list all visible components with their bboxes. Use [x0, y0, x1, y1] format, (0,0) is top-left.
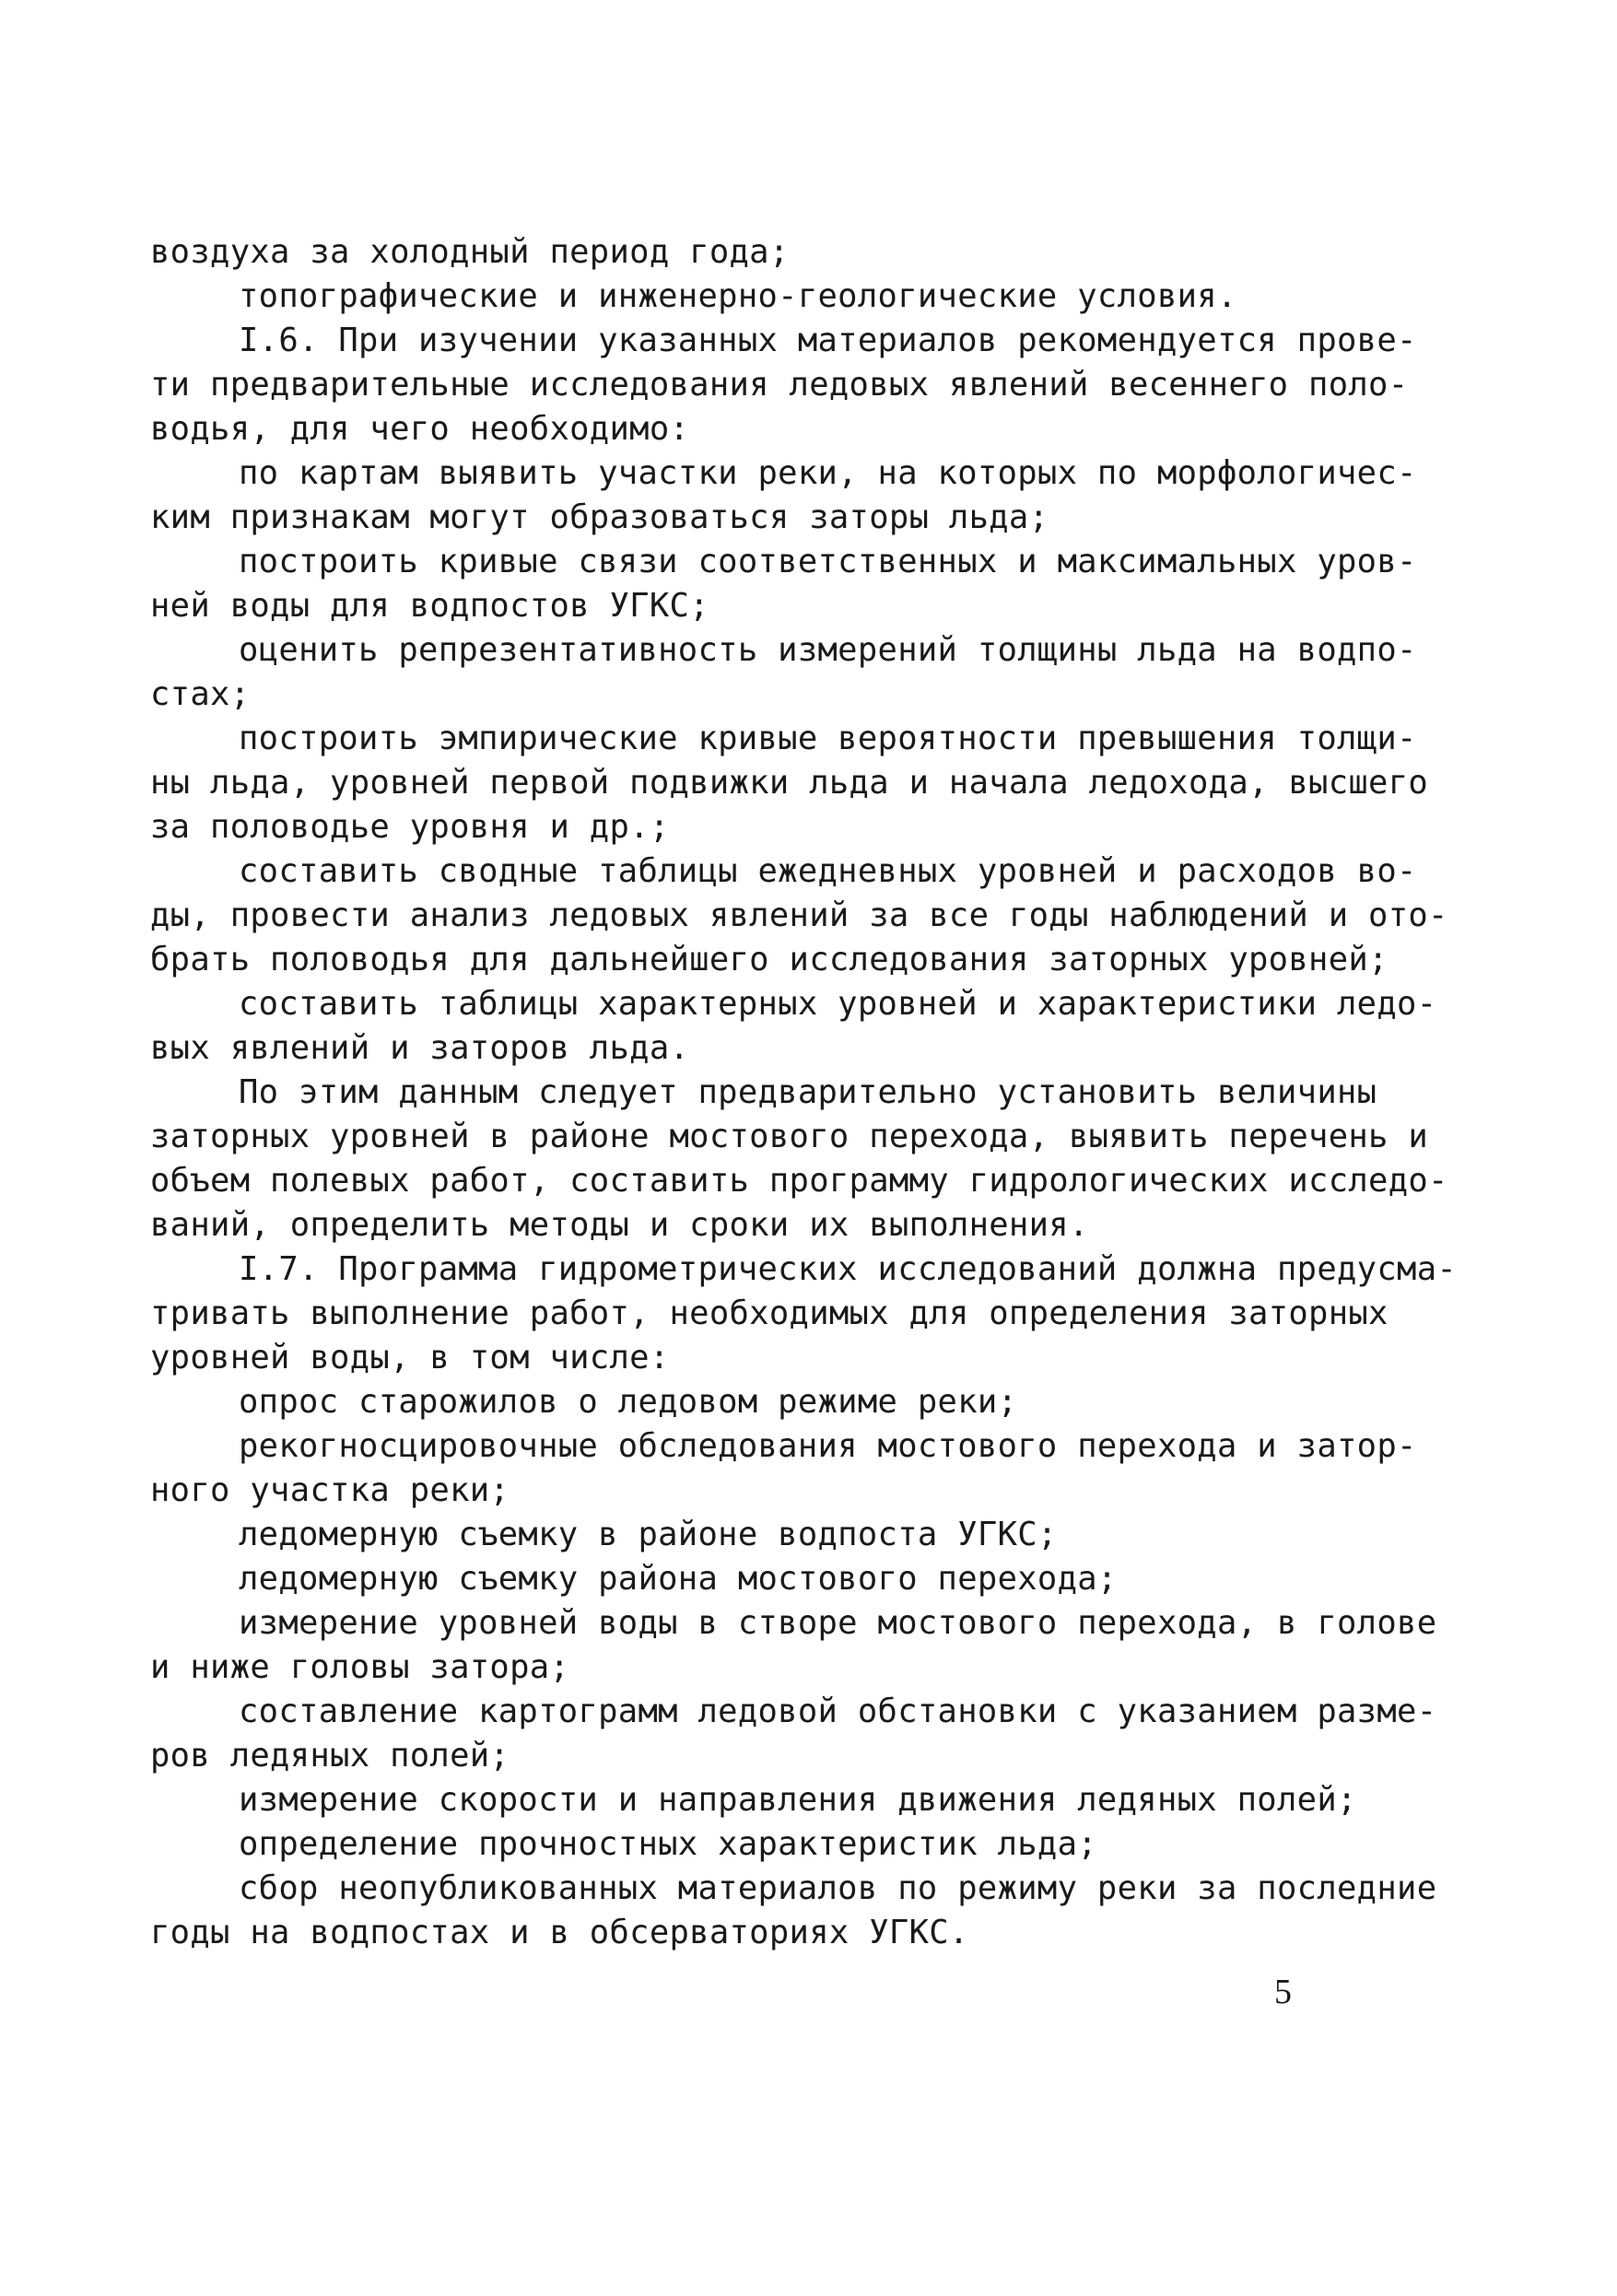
- text-line: стах;: [150, 675, 251, 713]
- text-line: воздуха за холодный период года;: [150, 233, 790, 271]
- text-line: тривать выполнение работ, необходимых для определения заторных: [150, 1294, 1389, 1332]
- text-line: топографические и инженерно-геологические условия.: [239, 277, 1237, 315]
- text-line: ти предварительные исследования ледовых явлений весеннего поло-: [150, 366, 1409, 404]
- text-line: I.6. При изучении указанных материалов рекомендуется прове-: [239, 322, 1417, 359]
- text-line: ней воды для водпостов УГКС;: [150, 587, 709, 625]
- text-line: оценить репрезентативность измерений толщины льда на водпо-: [239, 631, 1417, 669]
- text-line: за половодье уровня и др.;: [150, 808, 670, 846]
- text-line: ваний, определить методы и сроки их выполнения.: [150, 1206, 1089, 1244]
- text-line: опрос старожилов о ледовом режиме реки;: [239, 1383, 1018, 1421]
- text-line: ды, провести анализ ледовых явлений за все годы наблюдений и ото-: [150, 896, 1448, 934]
- text-line: измерение уровней воды в створе мостового перехода, в голове: [239, 1604, 1437, 1642]
- body-text: [150, 230, 1458, 1955]
- text-line: по картам выявить участки реки, на которых по морфологичес-: [239, 454, 1417, 492]
- text-line: сбор неопубликованных материалов по режиму реки за последние: [239, 1869, 1437, 1907]
- text-line: ким признакам могут образоваться заторы льда;: [150, 498, 1049, 536]
- text-line: заторных уровней в районе мостового перехода, выявить перечень и: [150, 1118, 1429, 1155]
- text-line: уровней воды, в том числе:: [150, 1339, 670, 1376]
- text-line: водья, для чего необходимо:: [150, 410, 690, 448]
- text-line: измерение скорости и направления движения ледяных полей;: [239, 1781, 1357, 1819]
- text-line: объем полевых работ, составить программу гидрологических исследо-: [150, 1162, 1448, 1200]
- text-line: По этим данным следует предварительно установить величины: [239, 1073, 1377, 1111]
- text-line: ны льда, уровней первой подвижки льда и начала ледохода, высшего: [150, 764, 1429, 802]
- text-line: составить таблицы характерных уровней и характеристики ледо-: [239, 985, 1437, 1023]
- text-line: годы на водпостах и в обсерваториях УГКС.: [150, 1914, 969, 1951]
- text-line: брать половодья для дальнейшего исследования заторных уровней;: [150, 941, 1389, 978]
- text-line: ледомерную съемку района мостового перехода;: [239, 1560, 1118, 1598]
- text-line: составить сводные таблицы ежедневных уровней и расходов во-: [239, 852, 1417, 890]
- text-line: составление картограмм ледовой обстановки с указанием разме-: [239, 1693, 1437, 1730]
- text-line: ледомерную съемку в районе водпоста УГКС;: [239, 1516, 1058, 1553]
- page-number: 5: [1274, 1973, 1292, 2011]
- text-line: рекогносцировочные обследования мостового перехода и затор-: [239, 1427, 1417, 1465]
- text-line: вых явлений и заторов льда.: [150, 1029, 690, 1067]
- text-line: ров ледяных полей;: [150, 1737, 510, 1775]
- text-line: и ниже головы затора;: [150, 1648, 570, 1686]
- text-line: ного участка реки;: [150, 1471, 510, 1509]
- text-line: построить кривые связи соответственных и максимальных уров-: [239, 543, 1417, 580]
- text-line: построить эмпирические кривые вероятности превышения толщи-: [239, 720, 1417, 757]
- text-line: определение прочностных характеристик льда;: [239, 1825, 1097, 1863]
- text-line: I.7. Программа гидрометрических исследований должна предусма-: [239, 1250, 1458, 1288]
